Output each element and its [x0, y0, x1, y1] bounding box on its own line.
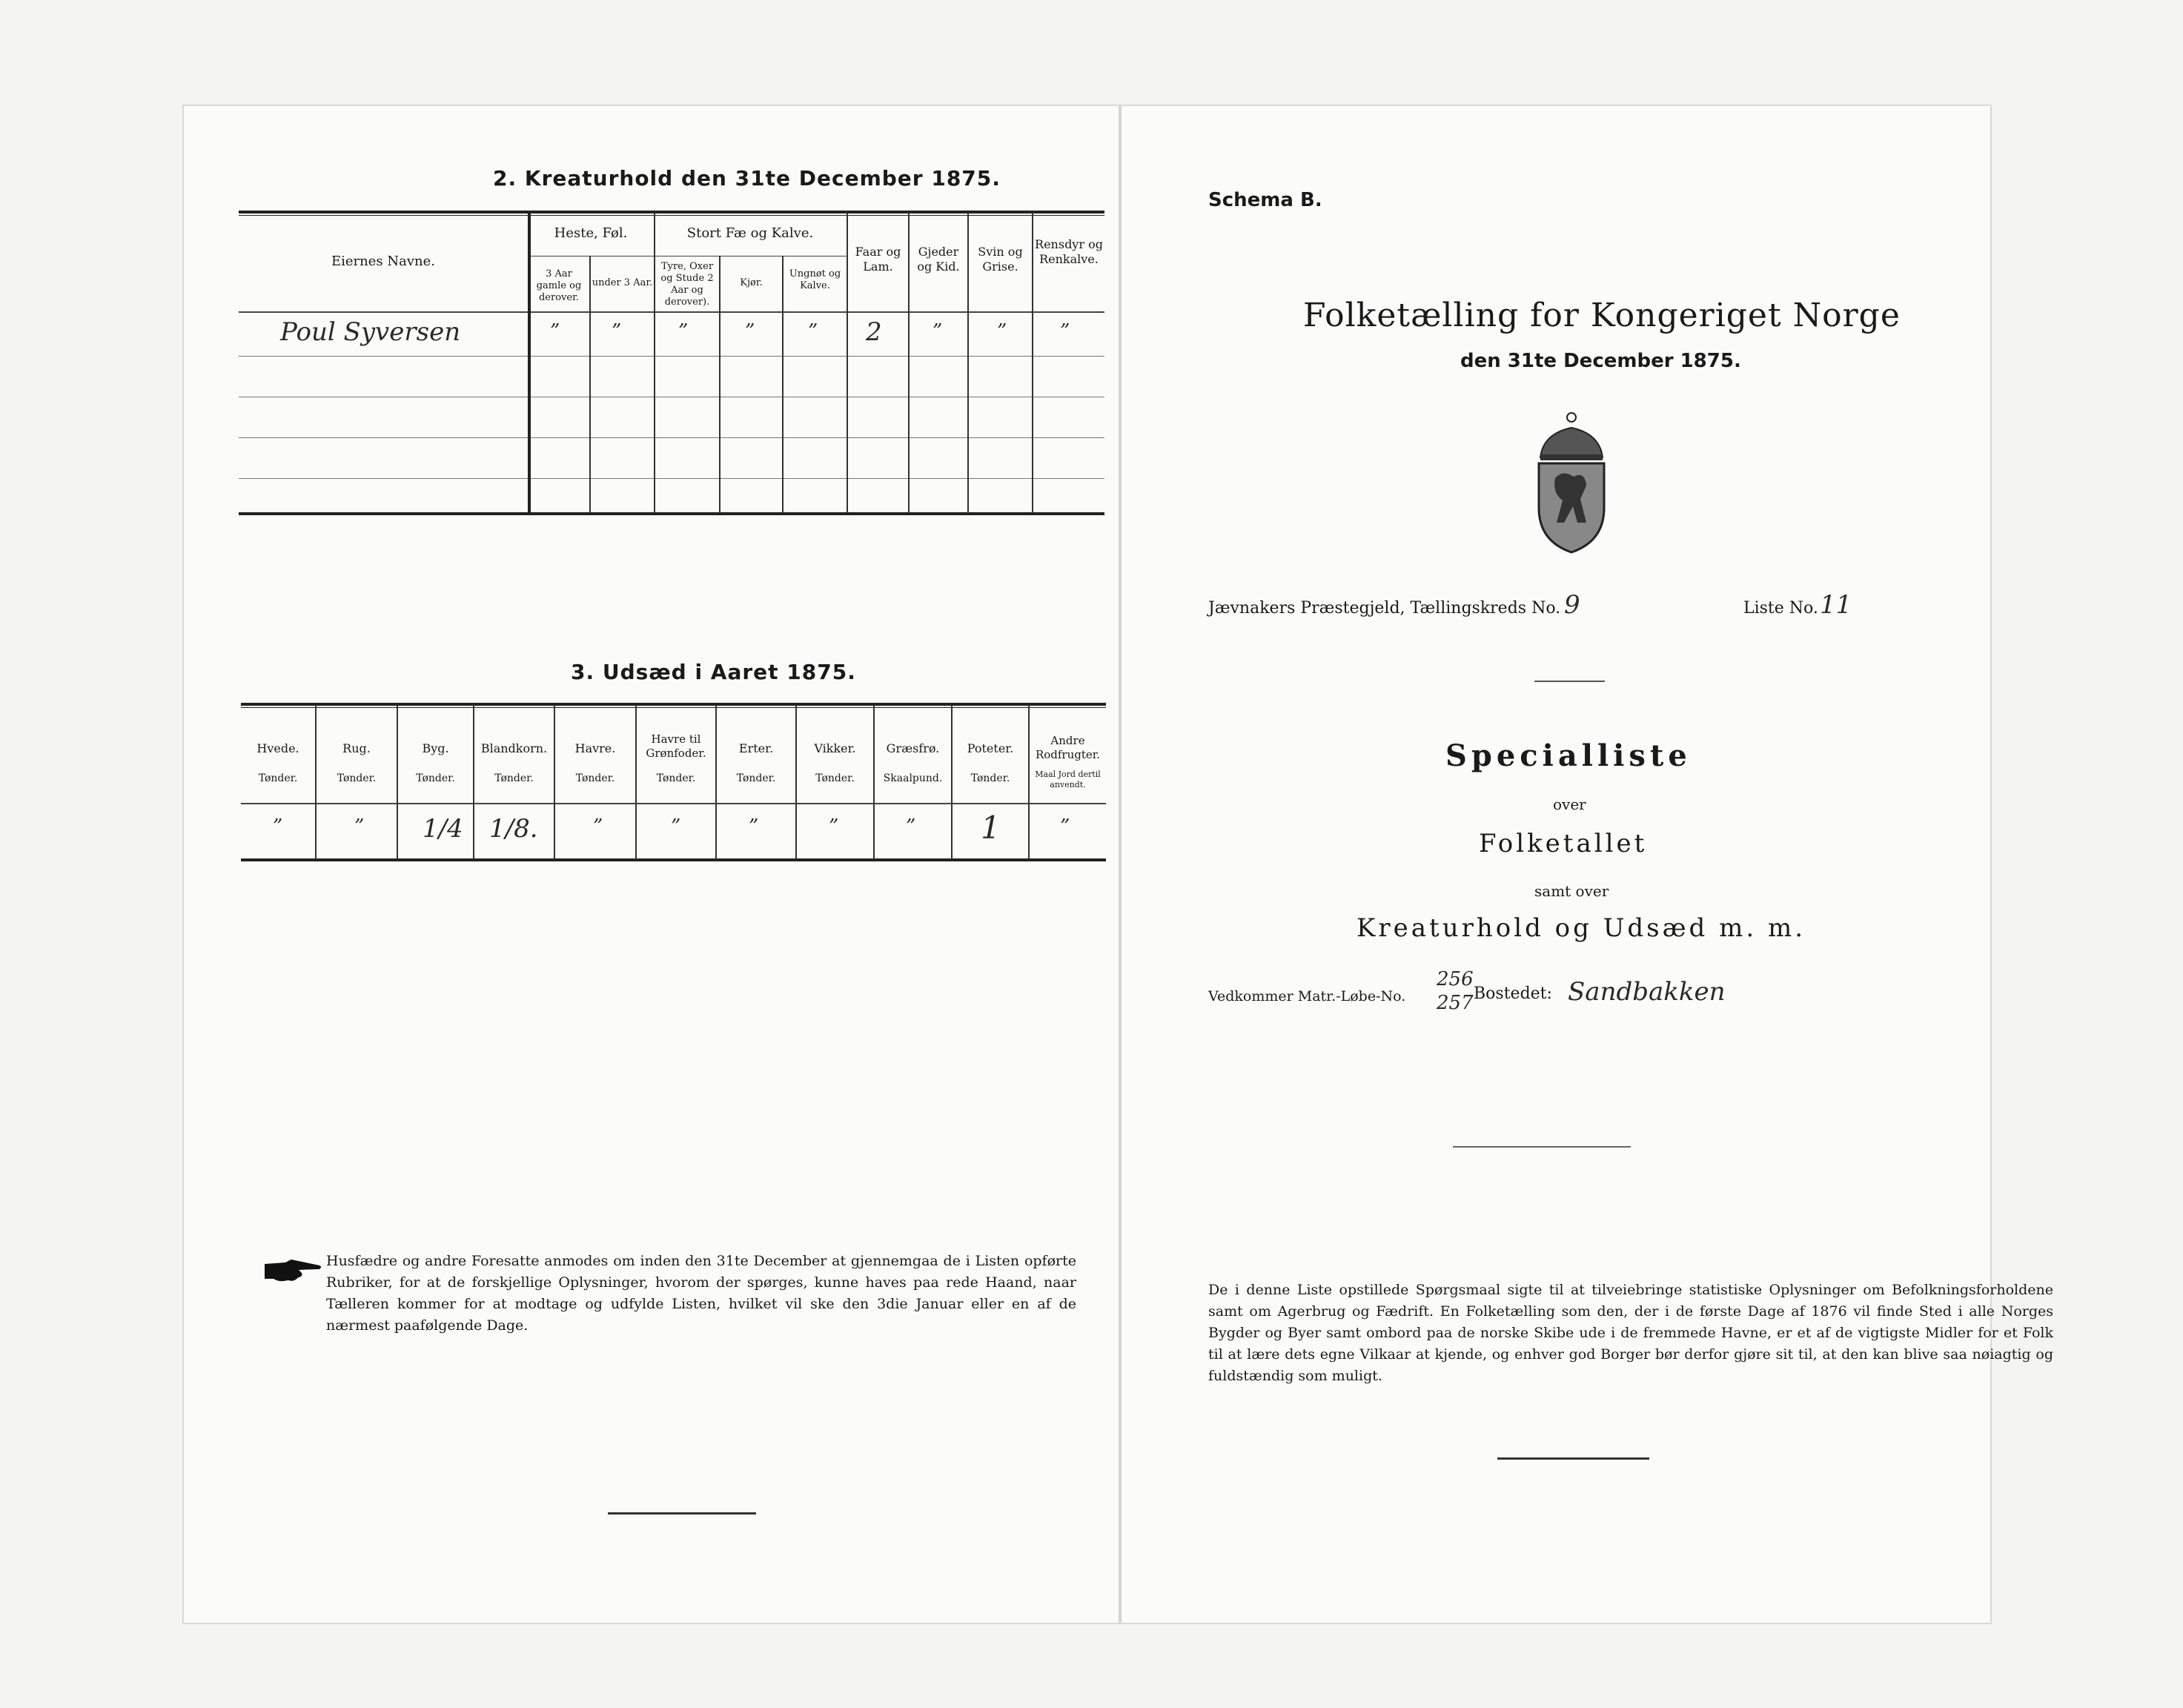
s3-unit-rug: Tønder. [337, 772, 377, 784]
schema-label: Schema B. [1208, 189, 1322, 211]
s2-bottom-rule [239, 512, 1104, 515]
s2-col-pigs: Svin og Grise. [978, 245, 1023, 274]
s2-col-reindeer: Rensdyr og Renkalve. [1035, 237, 1103, 266]
s2-col-rule [719, 256, 721, 513]
s2-top-rule-thin [239, 215, 1104, 216]
notice-text: Husfædre og andre Foresatte anmodes om inden den 31te December at gjennemgaa de i Listen opførte Rubriker, for at de forskjellige Oplysninger, hvorom der spørges, kunne haves paa rede Haand, naar Tælleren kommer for at modtage og udfylde Listen, hvilket vil ske den 3die Januar eller en af de nærmest paafølgende Dage. [326, 1253, 1076, 1334]
s3-val-vikker: ” [829, 815, 839, 838]
s2-col-owner: Eiernes Navne. [331, 254, 435, 269]
s2-col-horses-old: 3 Aar gamle og derover. [536, 268, 582, 303]
s2-col-calves: Ungnøt og Kalve. [789, 268, 841, 291]
s3-unit-havre-gronfoder: Tønder. [656, 772, 696, 784]
s3-unit-byg: Tønder. [416, 772, 455, 784]
s3-val-havre-gronfoder: ” [671, 815, 681, 838]
s2-col-horses-young: under 3 Aar. [592, 277, 653, 288]
s2-row-rule [239, 478, 1104, 479]
s3-val-rug: ” [354, 815, 365, 838]
s3-bottom-rule [241, 858, 1106, 861]
s2-val-calves: ” [808, 320, 818, 342]
s3-unit-havre: Tønder. [575, 772, 615, 784]
s3-header-rule [241, 803, 1106, 804]
liste-number: 11 [1820, 590, 1852, 620]
matr-number-2: 257 [1437, 992, 1474, 1014]
s3-col-poteter: Poteter. [967, 741, 1014, 755]
s2-header-rule [239, 311, 1104, 313]
s3-val-graesfro: ” [906, 815, 916, 838]
s2-group-horses: Heste, Føl. [554, 225, 628, 241]
s3-col-andre-rodfrugter: Andre Rodfrugter. [1035, 734, 1101, 761]
s3-unit-erter: Tønder. [736, 772, 776, 784]
s3-top-rule-thin [241, 707, 1106, 708]
s3-col-erter: Erter. [738, 741, 774, 755]
folketallet-text: Folketallet [1479, 829, 1648, 858]
s3-col-havre: Havre. [574, 741, 616, 755]
s2-row-rule [239, 437, 1104, 438]
s2-val-horses-old: ” [550, 320, 560, 342]
s2-row-rule [239, 356, 1104, 357]
s3-unit-andre-rodfrugter: Maal Jord dertil anvendt. [1035, 769, 1101, 790]
samt-over-text: samt over [1534, 882, 1609, 900]
s2-col-goats: Gjeder og Kid. [917, 245, 960, 274]
s2-val-horses-young: ” [612, 320, 622, 342]
s2-val-pigs: ” [997, 320, 1007, 342]
census-date: den 31te December 1875. [1460, 350, 1741, 372]
s2-top-rule [239, 211, 1104, 214]
s3-col-hvede: Hvede. [256, 741, 299, 755]
s3-col-blandkorn: Blandkorn. [480, 741, 548, 755]
page-fold [1119, 106, 1122, 1623]
s3-col-graesfro: Græsfrø. [886, 741, 940, 755]
s3-top-rule [241, 703, 1106, 706]
s2-val-goats: ” [933, 320, 943, 342]
s2-col-sheep: Faar og Lam. [855, 245, 901, 274]
s2-val-bulls: ” [678, 320, 689, 342]
section3-heading: 3. Udsæd i Aaret 1875. [571, 660, 856, 684]
s3-val-erter: ” [749, 815, 759, 838]
s2-col-cows: Kjør. [740, 277, 763, 288]
divider-mid [1453, 1146, 1631, 1148]
s3-val-andre-rodfrugter: ” [1060, 815, 1070, 838]
kreds-number: 9 [1564, 590, 1580, 620]
s2-col-rule [654, 213, 655, 513]
parish-text: Jævnakers Præstegjeld, Tællingskreds No. [1208, 599, 1561, 618]
s3-val-byg: 1/4 [423, 814, 463, 844]
s2-col-rule [589, 256, 591, 513]
section2-heading: 2. Kreaturhold den 31te December 1875. [493, 166, 1001, 191]
s2-val-sheep: 2 [866, 317, 882, 347]
s3-val-hvede: ” [273, 815, 283, 838]
matr-label: Vedkommer Matr.-Løbe-No. [1208, 988, 1406, 1004]
s3-col-havre-gronfoder: Havre til Grønfoder. [646, 732, 706, 760]
liste-label: Liste No. [1743, 599, 1818, 618]
s3-unit-blandkorn: Tønder. [494, 772, 534, 784]
s3-col-byg: Byg. [422, 741, 449, 755]
s3-unit-vikker: Tønder. [815, 772, 855, 784]
left-footer-rule [608, 1512, 756, 1515]
census-title: Folketælling for Kongeriget Norge [1303, 297, 1901, 334]
s3-col-vikker: Vikker. [814, 741, 856, 755]
s3-val-havre: ” [593, 815, 603, 838]
bosted-value: Sandbakken [1568, 977, 1726, 1007]
footer-text: De i denne Liste opstillede Spørgsmaal sigte til at tilveiebringe statistiske Oplysninger om Befolkningsforholdene samt om Agerbrug og Fædrift. En Folketælling som den, der i de første Dage af 1876 vil finde Sted i alle Norges Bygder og Byer samt ombord paa de norske Skibe ude i de fremmede Havne, er et af de vigtigste Midler for et Folk til at lære dets egne Vilkaar at kjende, og enhver god Borger bør derfor gjøre sit til, at den kan blive saa nøiagtig og fuldstændig som muligt. [1208, 1282, 2053, 1384]
s3-val-poteter: 1 [981, 810, 1001, 846]
s3-unit-graesfro: Skaalpund. [883, 772, 943, 784]
s2-val-cows: ” [745, 320, 755, 342]
right-footer-rule [1497, 1457, 1649, 1460]
s2-owner-name: Poul Syversen [280, 317, 461, 347]
bosted-label: Bostedet: [1474, 984, 1552, 1003]
matr-number-1: 256 [1437, 968, 1474, 990]
specialliste-title: Specialliste [1445, 738, 1692, 773]
s2-col-rule [782, 256, 784, 513]
s3-col-rug: Rug. [342, 741, 371, 755]
s2-group-cattle: Stort Fæ og Kalve. [686, 225, 814, 241]
s2-col-rule [528, 213, 531, 513]
s2-col-bulls: Tyre, Oxer og Stude 2 Aar og derover). [660, 261, 714, 308]
s3-unit-hvede: Tønder. [258, 772, 298, 784]
s2-val-reindeer: ” [1060, 320, 1070, 342]
s3-unit-poteter: Tønder. [970, 772, 1010, 784]
divider-short [1534, 681, 1605, 682]
kreaturhold-title: Kreaturhold og Udsæd m. m. [1356, 913, 1806, 943]
coat-of-arms-icon [1533, 411, 1610, 556]
pointing-hand-icon [263, 1257, 322, 1283]
over-text: over [1553, 795, 1586, 813]
s3-val-blandkorn: 1/8. [489, 814, 538, 844]
